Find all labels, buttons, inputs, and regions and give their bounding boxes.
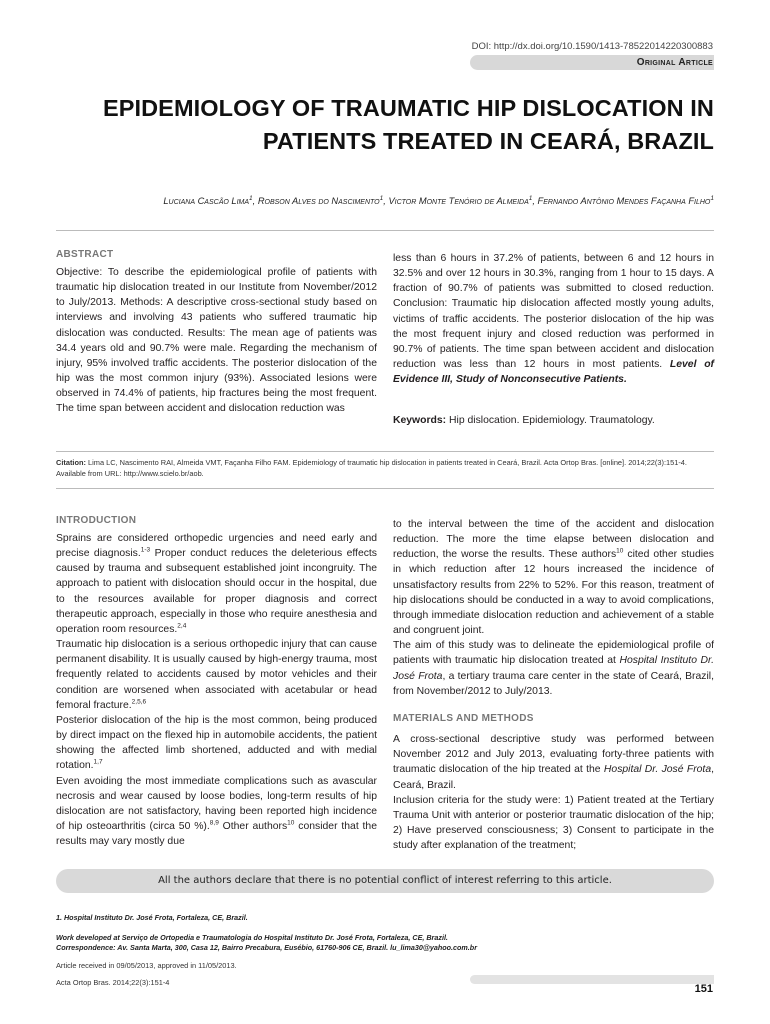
conflict-of-interest-note: All the authors declare that there is no potential conflict of interest referring to this article. <box>56 869 714 893</box>
correspondence: Correspondence: Av. Santa Marta, 300, Casa 12, Bairro Precabura, Eusébio, 61760-906 CE, Brazil. lu_lima30@yahoo.com.br <box>56 943 477 952</box>
author-2: Robson Alves do Nascimento$^1$ <box>257 194 384 206</box>
journal-reference: Acta Ortop Bras. 2014;22(3):151-4 <box>56 978 170 987</box>
author-list: Luciana Cascão Lima$^1$, Robson Alves do Nascimento$^1$, Victor Monte Tenório de Almeida$^1$, Fernando Antônio Mendes Façanha Filho$^1$ <box>163 194 714 206</box>
page-footer-bar <box>470 975 714 984</box>
abstract-left-column: Objective: To describe the epidemiological profile of patients with traumatic hip dislocation treated in our Institute from November/2012 to July/2013. Methods: A descriptive cross-sectional study based on interviews and involving 43 patients who suffered traumatic hip dislocation was conducted. Results: The mean age of patients was 34.4 years old and 90.7% were male. Regarding the mechanism of injury, 95% involved traffic accidents. The posterior dislocation of the hip was the most common injury (93%). Associated lesions were observed in 74.4% of patients, hip fractures being the most frequent. The time span between accident and dislocation reduction was <box>56 267 377 415</box>
work-developed-note: Work developed at Serviço de Ortopedia e Traumatologia do Hospital Instituto Dr. José Frota, Fortaleza, CE, Brazil. Correspondence: Av. Santa Marta, 300, Casa 12, Bairro Precabura, Eusébio, 61760-906 CE, Brazil. lu_lima30@yahoo.com.br <box>56 933 714 953</box>
divider <box>56 230 714 231</box>
doi-link[interactable]: DOI: http://dx.doi.org/10.1590/1413-78522014220300883 <box>471 41 713 52</box>
page-number: 151 <box>694 983 713 995</box>
title-line-2: PATIENTS TREATED IN CEARÁ, BRAZIL <box>262 128 714 154</box>
article-title <box>94 92 714 158</box>
title-line-1: EPIDEMIOLOGY OF TRAUMATIC HIP DISLOCATION IN <box>102 95 714 121</box>
author-3: Victor Monte Tenório de Almeida$^1$ <box>388 194 533 206</box>
author-4: Fernando Antônio Mendes Façanha Filho$^1$ <box>537 194 714 206</box>
level-of-evidence: Level of Evidence III, Study of Nonconsecutive Patients. <box>393 359 715 386</box>
abstract-right-column: less than 6 hours in 37.2% of patients, between 6 and 12 hours in 32.5% and over 12 hours in 30.3%, ranging from 1 hour to 15 days. A fraction of 90.7% of patients was submitted to closed reduction. Conclusion: Traumatic hip dislocation affected mostly young adults, victims of traffic accidents. The posterior dislocation of the hip was the most frequent injury and closed reduction was performed in 90.7% of patients. The time span between accident and dislocation reduction was less than 12 hours in most patients. Level of Evidence III, Study of Nonconsecutive Patients. <box>393 253 715 386</box>
article-type-label: Original Article <box>636 57 713 68</box>
divider <box>56 451 714 452</box>
introduction-heading: INTRODUCTION <box>56 515 137 526</box>
affiliation: 1. Hospital Instituto Dr. José Frota, Fortaleza, CE, Brazil. <box>56 913 248 922</box>
methods-heading: MATERIALS AND METHODS <box>393 712 534 724</box>
received-dates: Article received in 09/05/2013, approved in 11/05/2013. <box>56 961 237 970</box>
introduction-left-column: Sprains are considered orthopedic urgencies and need early and precise diagnosis.$^{1-3}$ Proper conduct reduces the deleterious effects caused by trauma and subsequent established joint incongruity. The approach to patient with dislocation should occur in the hospital, due to the resources available for proper diagnosis and correct therapeutic approach, especially in those who require anesthesia and operation room resources.$^{2,4}$ Traumatic hip dislocation is a serious orthopedic injury that can cause permanent disability. It is usually caused by high-energy trauma, most frequently related to accidents caused by motor vehicles and their condition are worsened when associated with acetabular or head femoral fracture.$^{2,5,6}$ Posterior dislocation of the hip is the most common, being produced by direct impact on the flexed hip in automobile accidents, the patient showing the affected limb shortened, adducted and with medial rotation.$^{1,7}$ Even avoiding the most immediate complications such as avascular necrosis and wear caused by loose bodies, long-term results of hip dislocation are not satisfactory, having been reported high incidence of hip osteoarthritis (circa 50 %).$^{8,9}$ Other authors$^{10}$ consider that the results may vary mostly due <box>56 533 377 848</box>
introduction-right-column: to the interval between the time of the accident and dislocation reduction. The more the time elapse between dislocation and reduction, the worse the results. These authors$^{10}$ cited other studies in which reduction after 12 hours increased the incidence of unsatisfactory results from 22% to 52%. For this reason, treatment of hip dislocations should be conducted in a way to avoid complications, through immediate dislocation reduction and achievement of a stable and congruent joint. The aim of this study was to delineate the epidemiological profile of patients with traumatic hip dislocation treated at Hospital Instituto Dr. José Frota, a tertiary trauma care center in the state of Ceará, Brazil, from November/2012 to July/2013. MATERIALS AND METHODS A cross-sectional descriptive study was performed between November 2012 and July 2013, evaluating forty-three patients with traumatic dislocation of the hip treated at the Hospital Dr. José Frota, Ceará, Brazil. Inclusion criteria for the study were: 1) Patient treated at the Tertiary Trauma Unit with anterior or posterior traumatic dislocation of the hip; 2) Have preserved consciousness; 3) Consent to participate in the study after explanation of the treatment; <box>393 519 715 852</box>
divider <box>56 488 714 489</box>
keywords: Keywords: Hip dislocation. Epidemiology. Traumatology. <box>393 415 655 426</box>
abstract-heading: ABSTRACT <box>56 249 114 260</box>
author-1: Luciana Cascão Lima$^1$ <box>163 194 253 206</box>
citation: Citation: Lima LC, Nascimento RAI, Almeida VMT, Façanha Filho FAM. Epidemiology of traumatic hip dislocation in patients treated in Ceará, Brazil. Acta Ortop Bras. [online]. 2014;22(3):151-4. Available from URL: http://www.scielo.br/aob. <box>56 458 687 478</box>
